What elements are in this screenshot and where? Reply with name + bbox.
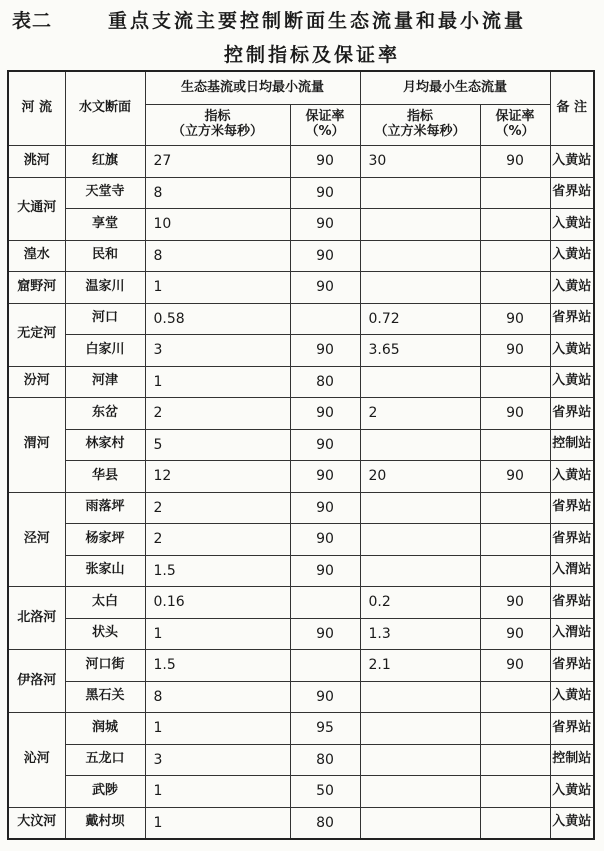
station-cell: 状头: [65, 618, 145, 650]
table-title-line-1: 重点支流主要控制断面生态流量和最小流量: [107, 10, 526, 32]
base-indicator-cell: 12: [145, 461, 290, 493]
note-cell: 入黄站: [550, 366, 594, 398]
base-indicator-cell: 1: [145, 272, 290, 304]
header-month-indicator: [360, 105, 480, 146]
table-row: [8, 209, 594, 241]
header-base-rate: [290, 105, 360, 146]
month-rate-cell: 90: [480, 335, 550, 367]
table-row: [8, 681, 594, 713]
base-indicator-cell: 2: [145, 524, 290, 556]
base-rate-cell: 90: [290, 492, 360, 524]
base-indicator-cell: 0.16: [145, 587, 290, 619]
month-rate-cell: 90: [480, 146, 550, 178]
month-rate-cell: [480, 807, 550, 839]
month-rate-cell: 90: [480, 587, 550, 619]
month-rate-cell: [480, 776, 550, 808]
base-indicator-cell: 8: [145, 240, 290, 272]
river-name-cell: 湟水: [8, 240, 65, 272]
month-indicator-cell: [360, 272, 480, 304]
note-cell: 入黄站: [550, 681, 594, 713]
river-name-cell: 大汶河: [8, 807, 65, 839]
base-rate-cell: 90: [290, 461, 360, 493]
header-section: 水文断面: [65, 71, 145, 146]
note-cell: 控制站: [550, 744, 594, 776]
river-name-cell: 泾河: [8, 492, 65, 587]
table-number-label: 表二: [12, 10, 53, 32]
river-name-cell: 北洛河: [8, 587, 65, 650]
base-rate-cell: 90: [290, 272, 360, 304]
station-cell: 雨落坪: [65, 492, 145, 524]
header-note: 备 注: [550, 71, 594, 146]
header-base-indicator: [145, 105, 290, 146]
base-rate-cell: 90: [290, 240, 360, 272]
table-row: [8, 744, 594, 776]
base-rate-cell: 90: [290, 429, 360, 461]
month-indicator-cell: [360, 713, 480, 745]
station-cell: 五龙口: [65, 744, 145, 776]
table-row: [8, 555, 594, 587]
base-rate-cell: [290, 303, 360, 335]
note-cell: 省界站: [550, 177, 594, 209]
header-river: 河 流: [8, 71, 65, 146]
base-indicator-cell: 2: [145, 398, 290, 430]
month-indicator-cell: 0.72: [360, 303, 480, 335]
month-indicator-cell: 2.1: [360, 650, 480, 682]
base-rate-cell: [290, 587, 360, 619]
header-group-base: 生态基流或日均最小流量: [145, 71, 360, 105]
note-cell: 省界站: [550, 713, 594, 745]
header-rate-unit: （%）: [305, 124, 345, 139]
station-cell: 河津: [65, 366, 145, 398]
note-cell: 省界站: [550, 303, 594, 335]
month-rate-cell: [480, 429, 550, 461]
month-rate-cell: [480, 366, 550, 398]
table-row: [8, 776, 594, 808]
month-rate-cell: [480, 240, 550, 272]
station-cell: 林家村: [65, 429, 145, 461]
table-row: [8, 303, 594, 335]
base-rate-cell: 95: [290, 713, 360, 745]
river-name-cell: 伊洛河: [8, 650, 65, 713]
station-cell: 武陟: [65, 776, 145, 808]
table-row: [8, 461, 594, 493]
station-cell: 张家山: [65, 555, 145, 587]
note-cell: 入黄站: [550, 146, 594, 178]
table-row: [8, 429, 594, 461]
station-cell: 温家川: [65, 272, 145, 304]
base-rate-cell: 80: [290, 807, 360, 839]
month-rate-cell: [480, 177, 550, 209]
station-cell: 红旗: [65, 146, 145, 178]
base-rate-cell: 90: [290, 681, 360, 713]
base-indicator-cell: 0.58: [145, 303, 290, 335]
note-cell: 省界站: [550, 492, 594, 524]
month-indicator-cell: [360, 681, 480, 713]
month-indicator-cell: [360, 366, 480, 398]
base-rate-cell: 90: [290, 524, 360, 556]
month-indicator-cell: 0.2: [360, 587, 480, 619]
header-indicator-text: 指标: [407, 109, 434, 125]
month-indicator-cell: 30: [360, 146, 480, 178]
base-rate-cell: 90: [290, 398, 360, 430]
table-row: [8, 524, 594, 556]
month-rate-cell: 90: [480, 618, 550, 650]
month-indicator-cell: [360, 492, 480, 524]
note-cell: 入渭站: [550, 618, 594, 650]
month-rate-cell: [480, 555, 550, 587]
river-name-cell: 沁河: [8, 713, 65, 808]
month-rate-cell: [480, 744, 550, 776]
base-indicator-cell: 1: [145, 807, 290, 839]
note-cell: 入黄站: [550, 209, 594, 241]
month-indicator-cell: [360, 177, 480, 209]
base-indicator-cell: 1: [145, 366, 290, 398]
table-title-line-2: 控制指标及保证率: [223, 44, 400, 66]
river-name-cell: 无定河: [8, 303, 65, 366]
table-row: [8, 146, 594, 178]
table-row: [8, 618, 594, 650]
note-cell: 控制站: [550, 429, 594, 461]
month-indicator-cell: 2: [360, 398, 480, 430]
note-cell: 入渭站: [550, 555, 594, 587]
header-indicator-unit: （立方米每秒）: [374, 124, 466, 139]
table-row: [8, 272, 594, 304]
station-cell: 杨家坪: [65, 524, 145, 556]
note-cell: 省界站: [550, 587, 594, 619]
base-indicator-cell: 3: [145, 335, 290, 367]
base-rate-cell: 90: [290, 177, 360, 209]
river-name-cell: 渭河: [8, 398, 65, 493]
flow-control-table: [7, 70, 595, 840]
note-cell: 入黄站: [550, 807, 594, 839]
month-indicator-cell: [360, 807, 480, 839]
base-indicator-cell: 5: [145, 429, 290, 461]
base-rate-cell: 90: [290, 555, 360, 587]
month-indicator-cell: [360, 429, 480, 461]
month-rate-cell: [480, 492, 550, 524]
month-rate-cell: [480, 524, 550, 556]
base-indicator-cell: 10: [145, 209, 290, 241]
base-indicator-cell: 1: [145, 776, 290, 808]
month-indicator-cell: [360, 209, 480, 241]
note-cell: 省界站: [550, 650, 594, 682]
station-cell: 享堂: [65, 209, 145, 241]
base-rate-cell: 80: [290, 366, 360, 398]
base-rate-cell: 90: [290, 146, 360, 178]
month-rate-cell: [480, 681, 550, 713]
month-rate-cell: [480, 713, 550, 745]
month-indicator-cell: [360, 776, 480, 808]
station-cell: 华县: [65, 461, 145, 493]
header-indicator-text: 指标: [204, 109, 231, 125]
table-row: [8, 240, 594, 272]
table-row: [8, 177, 594, 209]
month-rate-cell: 90: [480, 650, 550, 682]
month-indicator-cell: [360, 524, 480, 556]
base-rate-cell: 80: [290, 744, 360, 776]
header-group-month: 月均最小生态流量: [360, 71, 550, 105]
table-row: [8, 335, 594, 367]
base-indicator-cell: 1.5: [145, 650, 290, 682]
station-cell: 天堂寺: [65, 177, 145, 209]
note-cell: 入黄站: [550, 240, 594, 272]
station-cell: 东岔: [65, 398, 145, 430]
month-indicator-cell: 20: [360, 461, 480, 493]
month-rate-cell: [480, 209, 550, 241]
header-rate-text: 保证率: [495, 109, 535, 125]
header-rate-text: 保证率: [305, 109, 345, 125]
river-name-cell: 大通河: [8, 177, 65, 240]
station-cell: 河口街: [65, 650, 145, 682]
station-cell: 戴村坝: [65, 807, 145, 839]
table-row: [8, 492, 594, 524]
header-rate-unit: （%）: [495, 124, 535, 139]
table-row: [8, 398, 594, 430]
station-cell: 河口: [65, 303, 145, 335]
month-indicator-cell: [360, 744, 480, 776]
base-indicator-cell: 1.5: [145, 555, 290, 587]
river-name-cell: 汾河: [8, 366, 65, 398]
table-row: [8, 366, 594, 398]
river-name-cell: 窟野河: [8, 272, 65, 304]
river-name-cell: 洮河: [8, 146, 65, 178]
base-indicator-cell: 8: [145, 681, 290, 713]
month-rate-cell: 90: [480, 303, 550, 335]
note-cell: 省界站: [550, 398, 594, 430]
station-cell: 黑石关: [65, 681, 145, 713]
station-cell: 润城: [65, 713, 145, 745]
month-indicator-cell: 3.65: [360, 335, 480, 367]
base-indicator-cell: 1: [145, 618, 290, 650]
base-rate-cell: [290, 650, 360, 682]
note-cell: 入黄站: [550, 272, 594, 304]
base-indicator-cell: 8: [145, 177, 290, 209]
month-indicator-cell: 1.3: [360, 618, 480, 650]
base-indicator-cell: 27: [145, 146, 290, 178]
base-indicator-cell: 1: [145, 713, 290, 745]
note-cell: 省界站: [550, 524, 594, 556]
base-rate-cell: 50: [290, 776, 360, 808]
table-header: [8, 71, 594, 146]
base-rate-cell: 90: [290, 335, 360, 367]
note-cell: 入黄站: [550, 461, 594, 493]
table-row: [8, 807, 594, 839]
table-body: [8, 146, 594, 840]
month-rate-cell: 90: [480, 398, 550, 430]
note-cell: 入黄站: [550, 335, 594, 367]
month-rate-cell: 90: [480, 461, 550, 493]
station-cell: 太白: [65, 587, 145, 619]
note-cell: 入黄站: [550, 776, 594, 808]
base-indicator-cell: 2: [145, 492, 290, 524]
table-row: [8, 713, 594, 745]
month-rate-cell: [480, 272, 550, 304]
month-indicator-cell: [360, 555, 480, 587]
base-indicator-cell: 3: [145, 744, 290, 776]
table-row: [8, 650, 594, 682]
table-row: [8, 587, 594, 619]
header-indicator-unit: （立方米每秒）: [171, 124, 263, 139]
header-month-rate: [480, 105, 550, 146]
base-rate-cell: 90: [290, 209, 360, 241]
station-cell: 民和: [65, 240, 145, 272]
month-indicator-cell: [360, 240, 480, 272]
base-rate-cell: 90: [290, 618, 360, 650]
station-cell: 白家川: [65, 335, 145, 367]
